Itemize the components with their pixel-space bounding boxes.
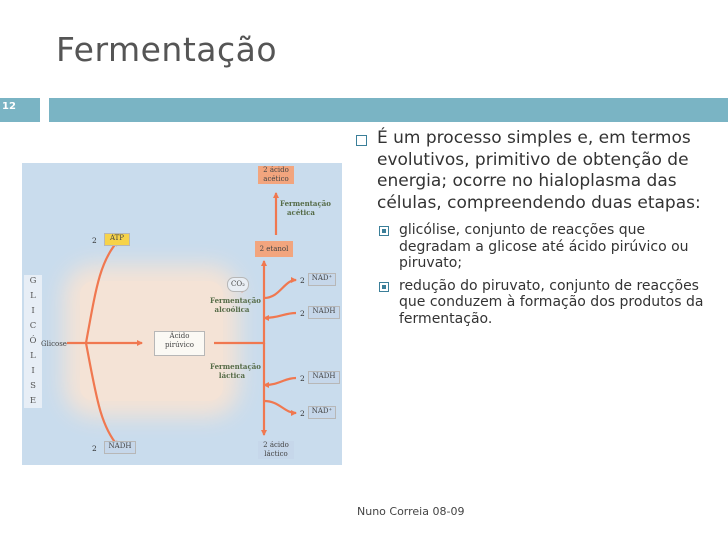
fermentacao-lactica-label: Fermentação láctica bbox=[210, 362, 261, 380]
nad-lower-count: 2 bbox=[300, 409, 305, 418]
atp-count: 2 bbox=[92, 236, 97, 245]
nadh-upper-arrow bbox=[264, 313, 296, 318]
nad-upper-count: 2 bbox=[300, 276, 305, 285]
glicolise-letter: C bbox=[29, 321, 37, 331]
nad-upper-box: NAD⁺ bbox=[308, 273, 336, 286]
co2-bubble: CO₂ bbox=[227, 277, 249, 292]
fermentacao-acetica-label: Fermentação acética bbox=[280, 199, 331, 217]
nadh-lower-count: 2 bbox=[300, 374, 305, 383]
acido-piruvico-box: Ácido pirúvico bbox=[154, 331, 205, 356]
etanol-box: 2 etanol bbox=[255, 241, 293, 257]
fermentation-diagram bbox=[22, 163, 342, 465]
sub-bullet-marker-icon bbox=[379, 226, 389, 236]
acido-lactico-box: 2 ácido láctico bbox=[258, 441, 294, 459]
glicolise-letter: S bbox=[30, 381, 36, 391]
nadh-lower-arrow bbox=[264, 378, 296, 385]
title-bar bbox=[49, 98, 728, 122]
atp-box: ATP bbox=[104, 233, 130, 246]
sub-bullet-text: redução do piruvato, conjunto de reacções que conduzem à formação dos produtos da fermentação. bbox=[399, 277, 704, 327]
nad-lower-arrow bbox=[264, 401, 296, 413]
atp-arrow bbox=[86, 241, 118, 343]
slide-footer: Nuno Correia 08-09 bbox=[357, 505, 465, 518]
acido-acetico-box: 2 ácido acético bbox=[258, 166, 294, 184]
main-bullet-text: É um processo simples e, em termos evolutivos, primitivo de obtenção de energia; ocorre no hialoplasma das células, compreendendo duas etapas: bbox=[377, 128, 701, 213]
nadh-upper-box: NADH bbox=[308, 306, 340, 319]
nadh-bottom-box: NADH bbox=[104, 441, 136, 454]
sub-bullet bbox=[377, 278, 705, 328]
glicolise-letter: L bbox=[30, 291, 36, 301]
nad-upper-arrow bbox=[264, 280, 296, 298]
nadh-upper-count: 2 bbox=[300, 309, 305, 318]
slide-title: Fermentação bbox=[56, 30, 278, 69]
slide-content bbox=[355, 128, 705, 327]
sub-bullet-text: glicólise, conjunto de reacções que degradam a glicose até ácido pirúvico ou piruvato; bbox=[399, 222, 689, 271]
sub-bullet-marker-icon bbox=[379, 282, 389, 292]
slide-number: 12 bbox=[2, 101, 16, 112]
glicose-label: Glicose bbox=[41, 340, 67, 348]
nadh-bottom-count: 2 bbox=[92, 444, 97, 453]
glicolise-letter: I bbox=[31, 366, 35, 376]
main-bullet bbox=[355, 128, 705, 214]
glicolise-letter: L bbox=[30, 351, 36, 361]
nadh-bottom-arrow bbox=[86, 343, 118, 446]
bullet-marker-icon bbox=[356, 135, 367, 146]
glicolise-letter: Ó bbox=[29, 336, 37, 346]
glicolise-letter: G bbox=[29, 276, 37, 286]
fermentacao-alcoolica-label: Fermentação alcoólica bbox=[210, 296, 261, 314]
sub-bullet bbox=[377, 222, 705, 272]
nadh-lower-box: NADH bbox=[308, 371, 340, 384]
slide-number-box bbox=[0, 98, 40, 122]
glicolise-letter: I bbox=[31, 306, 35, 316]
glicolise-letter: E bbox=[29, 396, 37, 406]
nad-lower-box: NAD⁺ bbox=[308, 406, 336, 419]
